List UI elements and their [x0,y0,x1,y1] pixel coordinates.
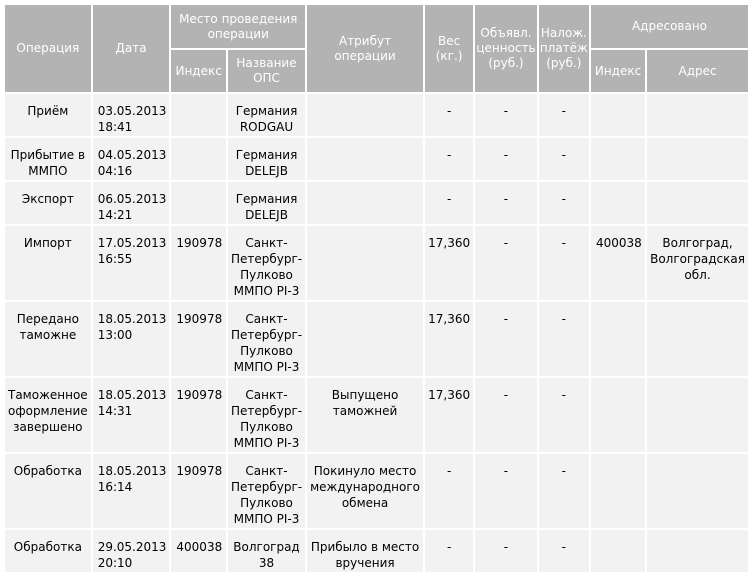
cell-value: - [475,94,536,136]
cell-weight: 17,360 [425,302,473,376]
cell-value: - [475,182,536,224]
header-place: Место проведения операции [171,5,305,48]
cell-index [171,94,226,136]
header-addressed: Адресовано [591,5,748,48]
cell-ops: Санкт-Петербург-Пулково ММПО PI-3 [228,378,305,452]
cell-attribute: Покинуло место международного обмена [307,454,423,528]
cell-addr [647,530,748,572]
cell-ops: Волгоград 38 [228,530,305,572]
cell-ops: Германия DELEJB [228,138,305,180]
cell-date: 18.05.2013 14:31 [93,378,170,452]
cell-addr-index [591,94,645,136]
table-row [5,302,748,376]
tracking-table [3,3,750,574]
cell-addr-index [591,378,645,452]
cell-date: 18.05.2013 16:14 [93,454,170,528]
cell-cod: - [539,182,589,224]
cell-weight: - [425,94,473,136]
cell-operation: Прибытие в ММПО [5,138,91,180]
cell-attribute [307,94,423,136]
table-row [5,94,748,136]
cell-index [171,182,226,224]
cell-cod: - [539,226,589,300]
cell-operation: Таможенное оформление завершено [5,378,91,452]
cell-index [171,138,226,180]
cell-addr-index [591,530,645,572]
cell-value: - [475,226,536,300]
cell-index: 190978 [171,226,226,300]
cell-operation: Передано таможне [5,302,91,376]
cell-index: 190978 [171,302,226,376]
cell-date: 17.05.2013 16:55 [93,226,170,300]
cell-operation: Обработка [5,530,91,572]
table-row [5,530,748,572]
cell-index: 400038 [171,530,226,572]
cell-operation: Экспорт [5,182,91,224]
cell-attribute [307,138,423,180]
cell-ops: Германия RODGAU [228,94,305,136]
cell-weight: 17,360 [425,226,473,300]
cell-weight: - [425,530,473,572]
table-row [5,182,748,224]
cell-weight: - [425,182,473,224]
cell-value: - [475,138,536,180]
cell-value: - [475,530,536,572]
cell-weight: - [425,454,473,528]
cell-addr-index [591,302,645,376]
header-declared-value: Объявл. ценность (руб.) [475,5,536,92]
cell-addr-index: 400038 [591,226,645,300]
table-row [5,226,748,300]
table-row [5,138,748,180]
cell-attribute [307,182,423,224]
cell-attribute: Выпущено таможней [307,378,423,452]
table-row [5,454,748,528]
cell-date: 18.05.2013 13:00 [93,302,170,376]
cell-value: - [475,454,536,528]
cell-date: 29.05.2013 20:10 [93,530,170,572]
cell-weight: - [425,138,473,180]
cell-ops: Санкт-Петербург-Пулково ММПО PI-3 [228,454,305,528]
cell-index: 190978 [171,454,226,528]
cell-date: 04.05.2013 04:16 [93,138,170,180]
cell-operation: Обработка [5,454,91,528]
cell-addr [647,138,748,180]
cell-cod: - [539,530,589,572]
cell-cod: - [539,94,589,136]
cell-attribute: Прибыло в место вручения [307,530,423,572]
cell-addr-index [591,454,645,528]
cell-attribute [307,226,423,300]
cell-ops: Германия DELEJB [228,182,305,224]
cell-cod: - [539,302,589,376]
cell-addr [647,302,748,376]
cell-ops: Санкт-Петербург-Пулково ММПО PI-3 [228,226,305,300]
header-date: Дата [93,5,170,92]
cell-value: - [475,378,536,452]
cell-operation: Приём [5,94,91,136]
cell-value: - [475,302,536,376]
cell-addr [647,454,748,528]
header-weight: Вес (кг.) [425,5,473,92]
header-operation: Операция [5,5,91,92]
header-addr-address: Адрес [647,50,748,92]
table-row [5,378,748,452]
cell-addr-index [591,138,645,180]
cell-addr-index [591,182,645,224]
cell-addr: Волгоград, Волгоградская обл. [647,226,748,300]
cell-cod: - [539,378,589,452]
cell-attribute [307,302,423,376]
cell-addr [647,182,748,224]
cell-addr [647,378,748,452]
cell-date: 03.05.2013 18:41 [93,94,170,136]
header-place-index: Индекс [171,50,226,92]
cell-index: 190978 [171,378,226,452]
header-addr-index: Индекс [591,50,645,92]
header-cod: Налож. платёж (руб.) [539,5,589,92]
header-place-name: Название ОПС [228,50,305,92]
cell-addr [647,94,748,136]
cell-date: 06.05.2013 14:21 [93,182,170,224]
cell-ops: Санкт-Петербург-Пулково ММПО PI-3 [228,302,305,376]
cell-cod: - [539,454,589,528]
cell-operation: Импорт [5,226,91,300]
cell-weight: 17,360 [425,378,473,452]
cell-cod: - [539,138,589,180]
header-attribute: Атрибут операции [307,5,423,92]
